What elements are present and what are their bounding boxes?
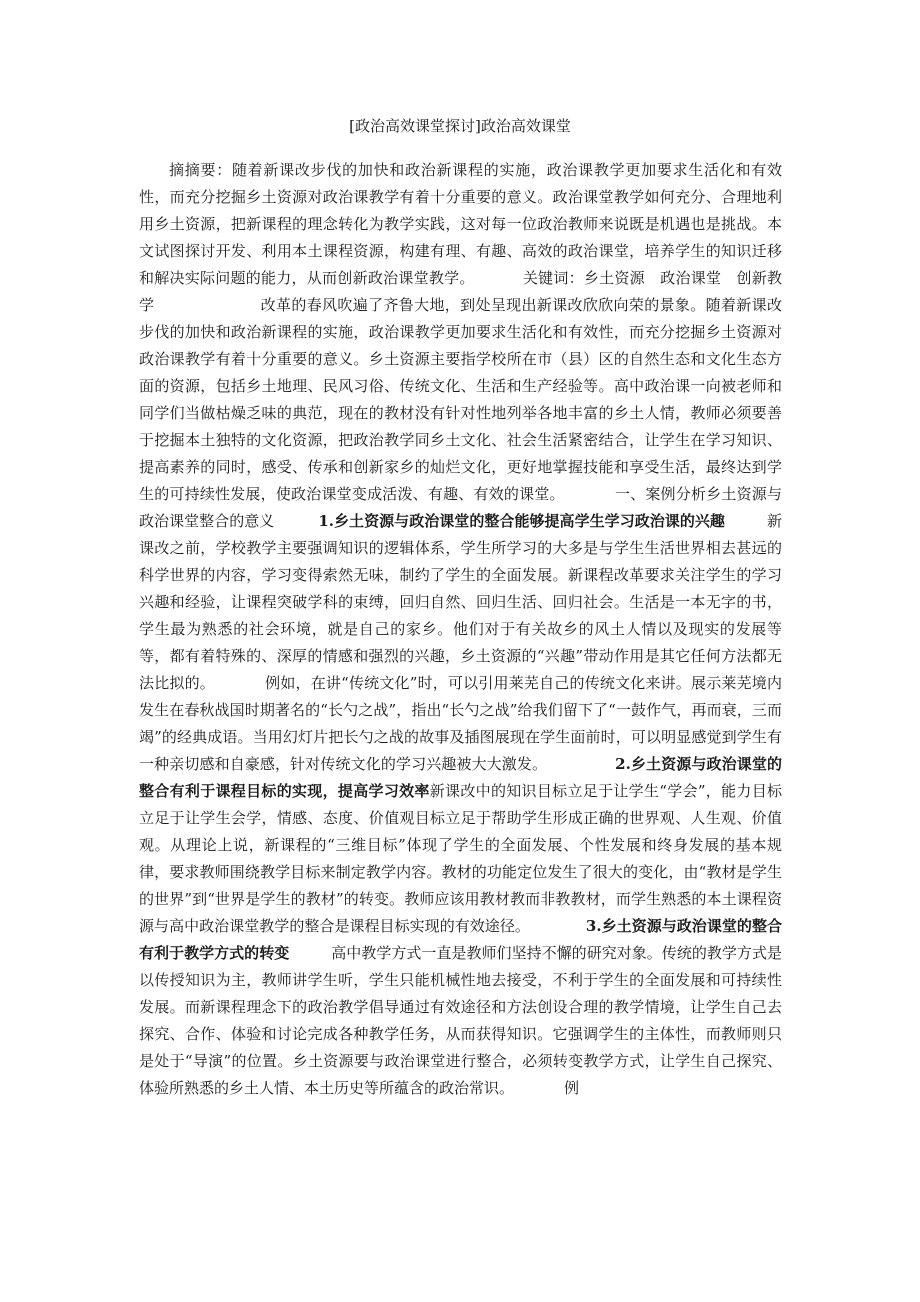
trailing-text: 例: [564, 1079, 580, 1097]
keywords-label: 关键词：: [522, 269, 584, 287]
point1-text: 新课改之前，学校教学主要强调知识的逻辑体系，学生所学习的大多是与学生生活世界相去甚远的科学世界的内容，学习变得索然无味，制约了学生的全面发展。新课程改革要求关注学生的学习兴趣和经验，让课程突破学科的束缚，回归自然、回归生活、回归社会。生活是一本无字的书，学生最为熟悉的社会环境，就是自己的家乡。他们对于有关故乡的风土人情以及现实的发展等等，都有着特殊的、深厚的情感和强烈的兴趣，乡土资源的“兴趣”带动作用是其它任何方法都无法比拟的。: [139, 512, 782, 692]
point2-heading: 2.乡土资源与政治课堂的整合有利于课程目标的实现，提高学习效率: [139, 755, 782, 800]
document-title: [政治高效课堂探讨]政治高效课堂: [349, 117, 571, 135]
point3-text: 高中教学方式一直是教师们坚持不懈的研究对象。传统的教学方式是以传授知识为主，教师讲学生听，学生只能机械性地去接受，不利于学生的全面发展和可持续性发展。而新课程理念下的政治教学倡导通过有效途径和方法创设合理的教学情境，让学生自己去探究、合作、体验和讨论完成各种教学任务，从而获得知识。它强调学生的主体性，而教师则只是处于“导演”的位置。乡土资源要与政治课堂进行整合，必须转变教学方式，让学生自己探究、体验所熟悉的乡土人情、本土历史等所蕴含的政治常识。: [139, 944, 782, 1097]
point3-heading: 3.乡土资源与政治课堂的整合有利于教学方式的转变: [139, 917, 782, 962]
intro-text: 改革的春风吹遍了齐鲁大地，到处呈现出新课改欣欣向荣的景象。随着新课改步伐的加快和政治新课程的实施，政治课教学更加要求生活化和有效性，而充分挖掘乡土资源对政治课教学有着十分重要的意义。乡土资源主要指学校所在市（县）区的自然生态和文化生态方面的资源，包括乡土地理、民风习俗、传统文化、生活和生产经验等。高中政治课一向被老师和同学们当做枯燥乏味的典范，现在的教材没有针对性地列举各地丰富的乡土人情，教师必须要善于挖掘本土独特的文化资源，把政治教学同乡土文化、社会生活紧密结合，让学生在学习知识、提高素养的同时，感受、传承和创新家乡的灿烂文化，更好地掌握技能和享受生活，最终达到学生的可持续性发展，使政治课堂变成活泼、有趣、有效的课堂。: [139, 296, 782, 503]
section1-heading: 一、案例分析乡土资源与政治课堂整合的意义: [139, 485, 782, 530]
point1-example: 例如，在讲“传统文化”时，可以引用莱芜自己的传统文化来讲。展示莱芜境内发生在春秋战国时期著名的“长勺之战”，指出“长勺之战”给我们留下了“一鼓作气，再而衰，三而竭”的经典成语。当用幻灯片把长勺之战的故事及插图展现在学生面前时，可以明显感觉到学生有一种亲切感和自豪感，针对传统文化的学习兴趣被大大激发。: [139, 674, 782, 773]
abstract-text: 摘摘要：随着新课改步伐的加快和政治新课程的实施，政治课教学更加要求生活化和有效性，而充分挖掘乡土资源对政治课教学有着十分重要的意义。政治课堂教学如何充分、合理地利用乡土资源，把新课程的理念转化为教学实践，这对每一位政治教师来说既是机遇也是挑战。本文试图探讨开发、利用本土课程资源，构建有理、有趣、高效的政治课堂，培养学生的知识迁移和解决实际问题的能力，从而创新政治课堂教学。: [139, 161, 782, 287]
point2-text: 新课改中的知识目标立足于让学生“学会”，能力目标立足于让学生会学，情感、态度、价值观目标立足于帮助学生形成正确的世界观、人生观、价值观。从理论上说，新课程的“三维目标”体现了学生的全面发展、个性发展和终身发展的基本规律，要求教师围绕教学目标来制定教学内容。教材的功能定位发生了很大的变化，由“教材是学生的世界”到“世界是学生的教材”的转变。教师应该用教材教而非教教材，而学生熟悉的本土课程资源与高中政治课堂教学的整合是课程目标实现的有效途径。: [139, 782, 782, 935]
keywords-text: 乡土资源 政治课堂 创新教学: [139, 269, 782, 314]
document-body: [139, 157, 782, 1102]
point1-heading: 1.乡土资源与政治课堂的整合能够提高学生学习政治课的兴趣: [318, 512, 725, 530]
